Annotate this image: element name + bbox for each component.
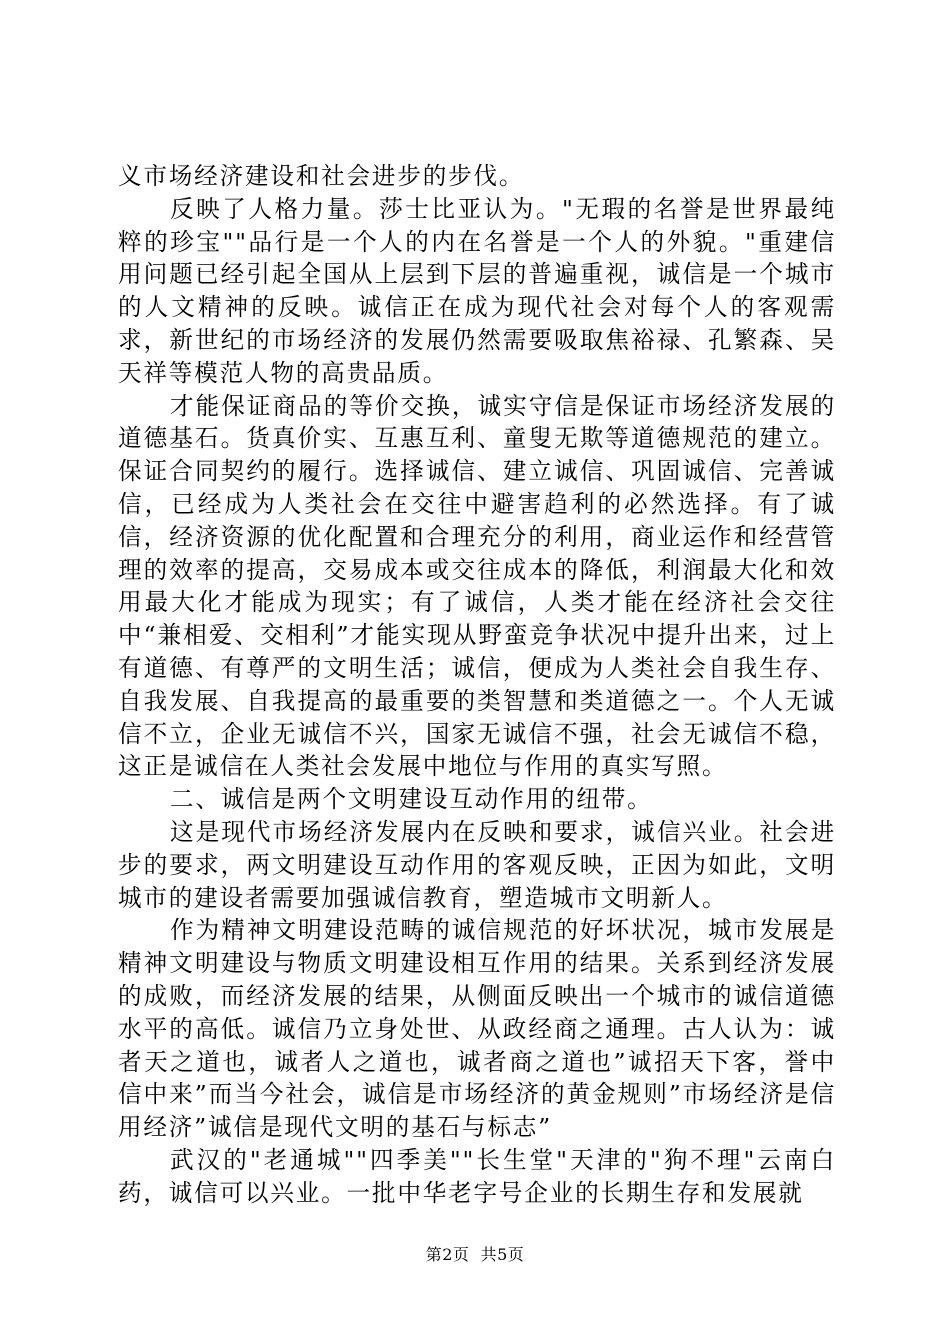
paragraph: 反映了人格力量。莎士比亚认为。"无瑕的名誉是世界最纯粹的珍宝""品行是一个人的内在名誉是一个人的外貌。"重建信用问题已经引起全国从上层到下层的普遍重视，诚信是一个城市的人文精神的反映。诚信正在成为现代社会对每个人的客观需求，新世纪的市场经济的发展仍然需要吸取焦裕禄、孔繁森、吴天祥等模范人物的高贵品质。 (118, 194, 836, 387)
paragraph: 作为精神文明建设范畴的诚信规范的好坏状况，城市发展是精神文明建设与物质文明建设相互作用的结果。关系到经济发展的成败，而经济发展的结果，从侧面反映出一个城市的诚信道德水平的高低。诚信乃立身处世、从政经商之通理。古人认为：诚者天之道也，诚者人之道也，诚者商之道也”诚招天下客，誉中信中来”而当今社会，诚信是市场经济的黄金规则”市场经济是信用经济”诚信是现代文明的基石与标志” (118, 916, 836, 1142)
paragraph: 武汉的"老通城""四季美""长生堂"天津的"狗不理"云南白药，诚信可以兴业。一批中华老字号企业的长期生存和发展就 (118, 1145, 836, 1207)
paragraph: 才能保证商品的等价交换，诚实守信是保证市场经济发展的道德基石。货真价实、互惠互利、童叟无欺等道德规范的建立。保证合同契约的履行。选择诚信、建立诚信、巩固诚信、完善诚信，已经成为人类社会在交往中避害趋利的必然选择。有了诚信，经济资源的优化配置和合理充分的利用，商业运作和经营管理的效率的提高，交易成本或交往成本的降低，利润最大化和效用最大化才能成为现实；有了诚信，人类才能在经济社会交往中“兼相爱、交相利”才能实现从野蛮竞争状况中提升出来，过上有道德、有尊严的文明生活；诚信，便成为人类社会自我生存、自我发展、自我提高的最重要的类智慧和类道德之一。个人无诚信不立，企业无诚信不兴，国家无诚信不强，社会无诚信不稳，这正是诚信在人类社会发展中地位与作用的真实写照。 (118, 391, 836, 781)
paragraph: 义市场经济建设和社会进步的步伐。 (118, 162, 525, 190)
page-footer (0, 1245, 950, 1265)
section-heading: 二、诚信是两个文明建设互动作用的纽带。 (170, 785, 653, 814)
document-body (118, 160, 836, 1210)
paragraph: 这是现代市场经济发展内在反映和要求，诚信兴业。社会进步的要求，两文明建设互动作用的客观反映，正因为如此，文明城市的建设者需要加强诚信教育，塑造城市文明新人。 (118, 817, 836, 912)
page-number: 第2页 共5页 (425, 1245, 525, 1264)
